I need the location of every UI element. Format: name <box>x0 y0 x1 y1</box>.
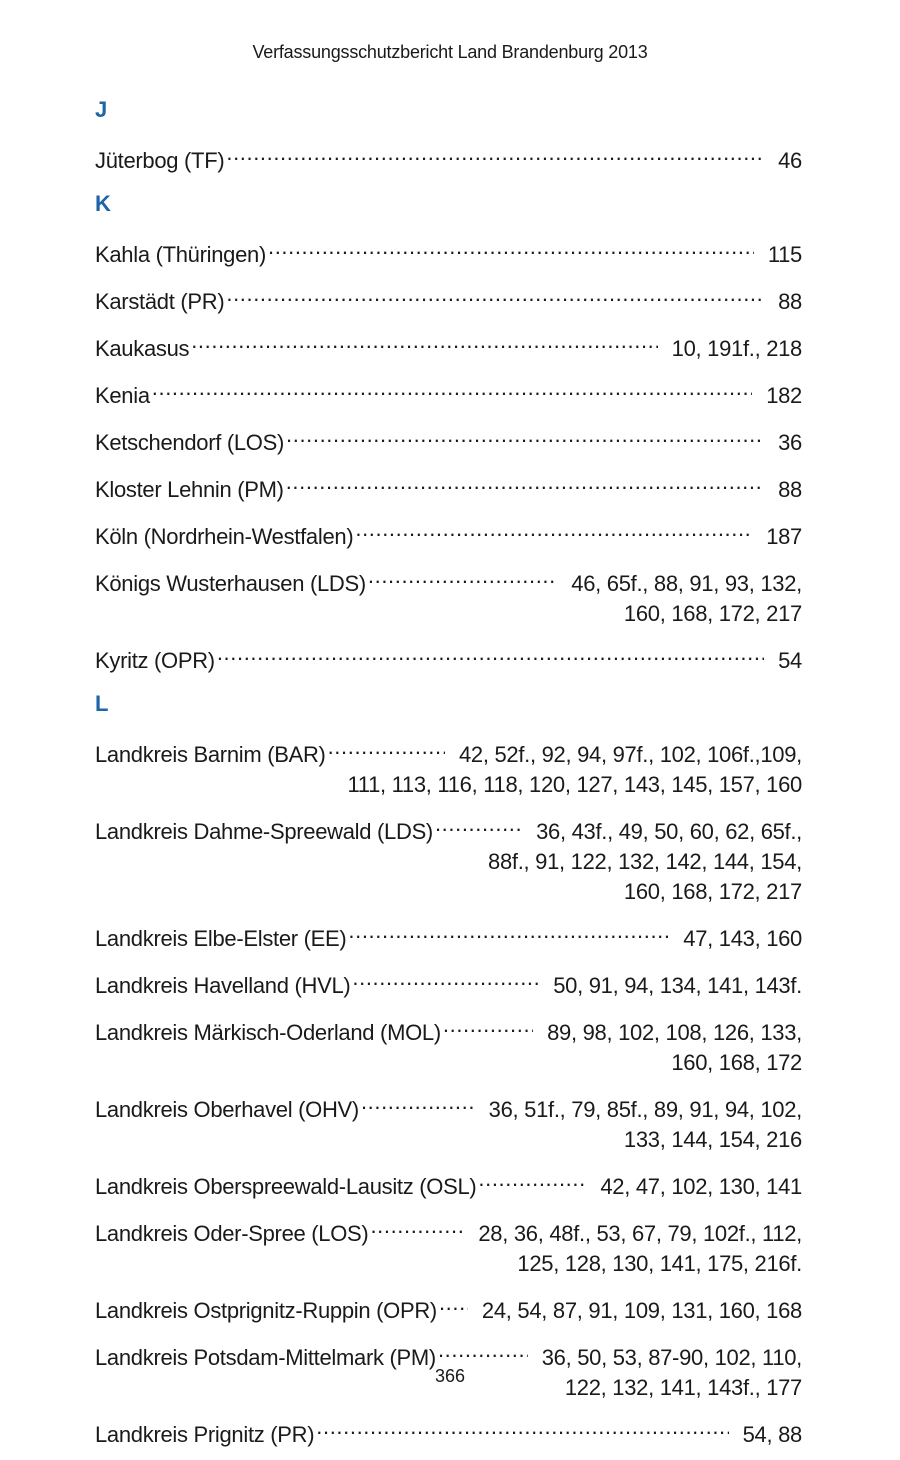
page-number: 366 <box>434 1366 466 1386</box>
index-entry <box>95 1164 802 1202</box>
dot-leader <box>286 420 764 450</box>
index-entry <box>95 1211 802 1279</box>
entry-pages: 182 <box>766 383 802 408</box>
index-entry <box>95 561 802 629</box>
section-letter: J <box>95 97 108 122</box>
entry-pages-continued: 160, 168, 172, 217 <box>623 601 802 626</box>
entry-term: Königs Wusterhausen (LDS) <box>95 571 366 596</box>
index-entry <box>95 1412 802 1450</box>
entry-term: Landkreis Elbe-Elster (EE) <box>95 926 347 951</box>
index-list <box>95 92 802 1460</box>
entry-pages: 42, 52f., 92, 94, 97f., 102, 106f.,109, <box>458 742 802 767</box>
dot-leader <box>226 138 764 168</box>
dot-leader <box>478 1164 586 1194</box>
entry-pages: 36, 43f., 49, 50, 60, 62, 65f., <box>536 819 802 844</box>
entry-term: Jüterbog (TF) <box>95 148 225 173</box>
entry-term: Karstädt (PR) <box>95 289 225 314</box>
index-section <box>95 232 802 676</box>
entry-term: Landkreis Oberspreewald-Lausitz (OSL) <box>95 1174 477 1199</box>
dot-leader <box>328 732 445 762</box>
dot-leader <box>316 1412 728 1442</box>
index-entry <box>95 514 802 552</box>
dot-leader <box>368 561 557 591</box>
index-entry <box>95 1288 802 1326</box>
entry-term: Kahla (Thüringen) <box>95 242 266 267</box>
entry-term: Kaukasus <box>95 336 190 361</box>
dot-leader <box>370 1211 464 1241</box>
index-entry <box>95 963 802 1001</box>
entry-pages-continued: 122, 132, 141, 143f., 177 <box>564 1375 802 1400</box>
entry-term: Landkreis Potsdam-Mittelmark (PM) <box>95 1345 436 1370</box>
entry-pages: 54 <box>778 648 802 673</box>
entry-pages: 47, 143, 160 <box>683 926 802 951</box>
entry-pages: 42, 47, 102, 130, 141 <box>600 1174 802 1199</box>
dot-leader <box>443 1010 533 1040</box>
section-letter: K <box>95 191 111 216</box>
index-entry <box>95 326 802 364</box>
entry-pages: 187 <box>766 524 802 549</box>
entry-pages: 28, 36, 48f., 53, 67, 79, 102f., 112, <box>478 1221 802 1246</box>
entry-term: Landkreis Havelland (HVL) <box>95 973 351 998</box>
index-section <box>95 138 802 176</box>
index-entry <box>95 1010 802 1078</box>
dot-leader <box>355 514 752 544</box>
section-letter: L <box>95 691 109 716</box>
index-entry <box>95 373 802 411</box>
entry-pages: 24, 54, 87, 91, 109, 131, 160, 168 <box>481 1298 802 1323</box>
entry-pages-continued: 88f., 91, 122, 132, 142, 144, 154, <box>488 849 802 874</box>
entry-term: Landkreis Oberhavel (OHV) <box>95 1097 359 1122</box>
entry-term: Ketschendorf (LOS) <box>95 430 285 455</box>
entry-term: Landkreis Oder-Spree (LOS) <box>95 1221 369 1246</box>
index-entry <box>95 138 802 176</box>
running-header: Verfassungsschutzbericht Land Brandenburg 2013 <box>252 42 648 62</box>
entry-pages: 115 <box>767 242 802 267</box>
dot-leader <box>439 1288 468 1318</box>
entry-term: Landkreis Dahme-Spreewald (LDS) <box>95 819 433 844</box>
dot-leader <box>286 467 764 497</box>
entry-term: Kloster Lehnin (PM) <box>95 477 284 502</box>
entry-pages-continued: 111, 113, 116, 118, 120, 127, 143, 145, 157, 160 <box>347 772 802 797</box>
entry-term: Landkreis Märkisch-Oderland (MOL) <box>95 1020 441 1045</box>
entry-pages-continued: 133, 144, 154, 216 <box>623 1127 802 1152</box>
index-entry <box>95 916 802 954</box>
index-section <box>95 732 802 1450</box>
dot-leader <box>217 638 764 668</box>
index-entry <box>95 279 802 317</box>
entry-pages: 50, 91, 94, 134, 141, 143f. <box>553 973 802 998</box>
entry-pages: 46 <box>778 148 802 173</box>
dot-leader <box>348 916 669 946</box>
index-entry <box>95 420 802 458</box>
dot-leader <box>361 1087 475 1117</box>
dot-leader <box>352 963 539 993</box>
entry-pages-continued: 125, 128, 130, 141, 175, 216f. <box>517 1251 802 1276</box>
dot-leader <box>435 809 522 839</box>
entry-pages: 46, 65f., 88, 91, 93, 132, <box>571 571 802 596</box>
entry-pages: 36 <box>778 430 802 455</box>
entry-pages-continued: 160, 168, 172, 217 <box>623 879 802 904</box>
dot-leader <box>152 373 752 403</box>
index-entry <box>95 232 802 270</box>
entry-pages: 10, 191f., 218 <box>671 336 802 361</box>
entry-term: Landkreis Prignitz (PR) <box>95 1422 315 1447</box>
entry-pages-continued: 160, 168, 172 <box>671 1050 802 1075</box>
entry-term: Köln (Nordrhein-Westfalen) <box>95 524 354 549</box>
entry-term: Landkreis Ostprignitz-Ruppin (OPR) <box>95 1298 437 1323</box>
entry-pages: 36, 51f., 79, 85f., 89, 91, 94, 102, <box>488 1097 802 1122</box>
entry-term: Landkreis Barnim (BAR) <box>95 742 326 767</box>
index-entry <box>95 1087 802 1155</box>
dot-leader <box>226 279 764 309</box>
entry-pages: 54, 88 <box>742 1422 802 1447</box>
dot-leader <box>191 326 657 356</box>
dot-leader <box>268 232 754 262</box>
entry-pages: 36, 50, 53, 87-90, 102, 110, <box>541 1345 802 1370</box>
index-entry <box>95 638 802 676</box>
index-entry <box>95 732 802 800</box>
entry-pages: 88 <box>778 289 802 314</box>
entry-term: Kenia <box>95 383 150 408</box>
entry-term: Kyritz (OPR) <box>95 648 215 673</box>
index-entry <box>95 467 802 505</box>
entry-pages: 88 <box>778 477 802 502</box>
entry-pages: 89, 98, 102, 108, 126, 133, <box>547 1020 802 1045</box>
index-entry <box>95 809 802 907</box>
dot-leader <box>438 1335 528 1365</box>
